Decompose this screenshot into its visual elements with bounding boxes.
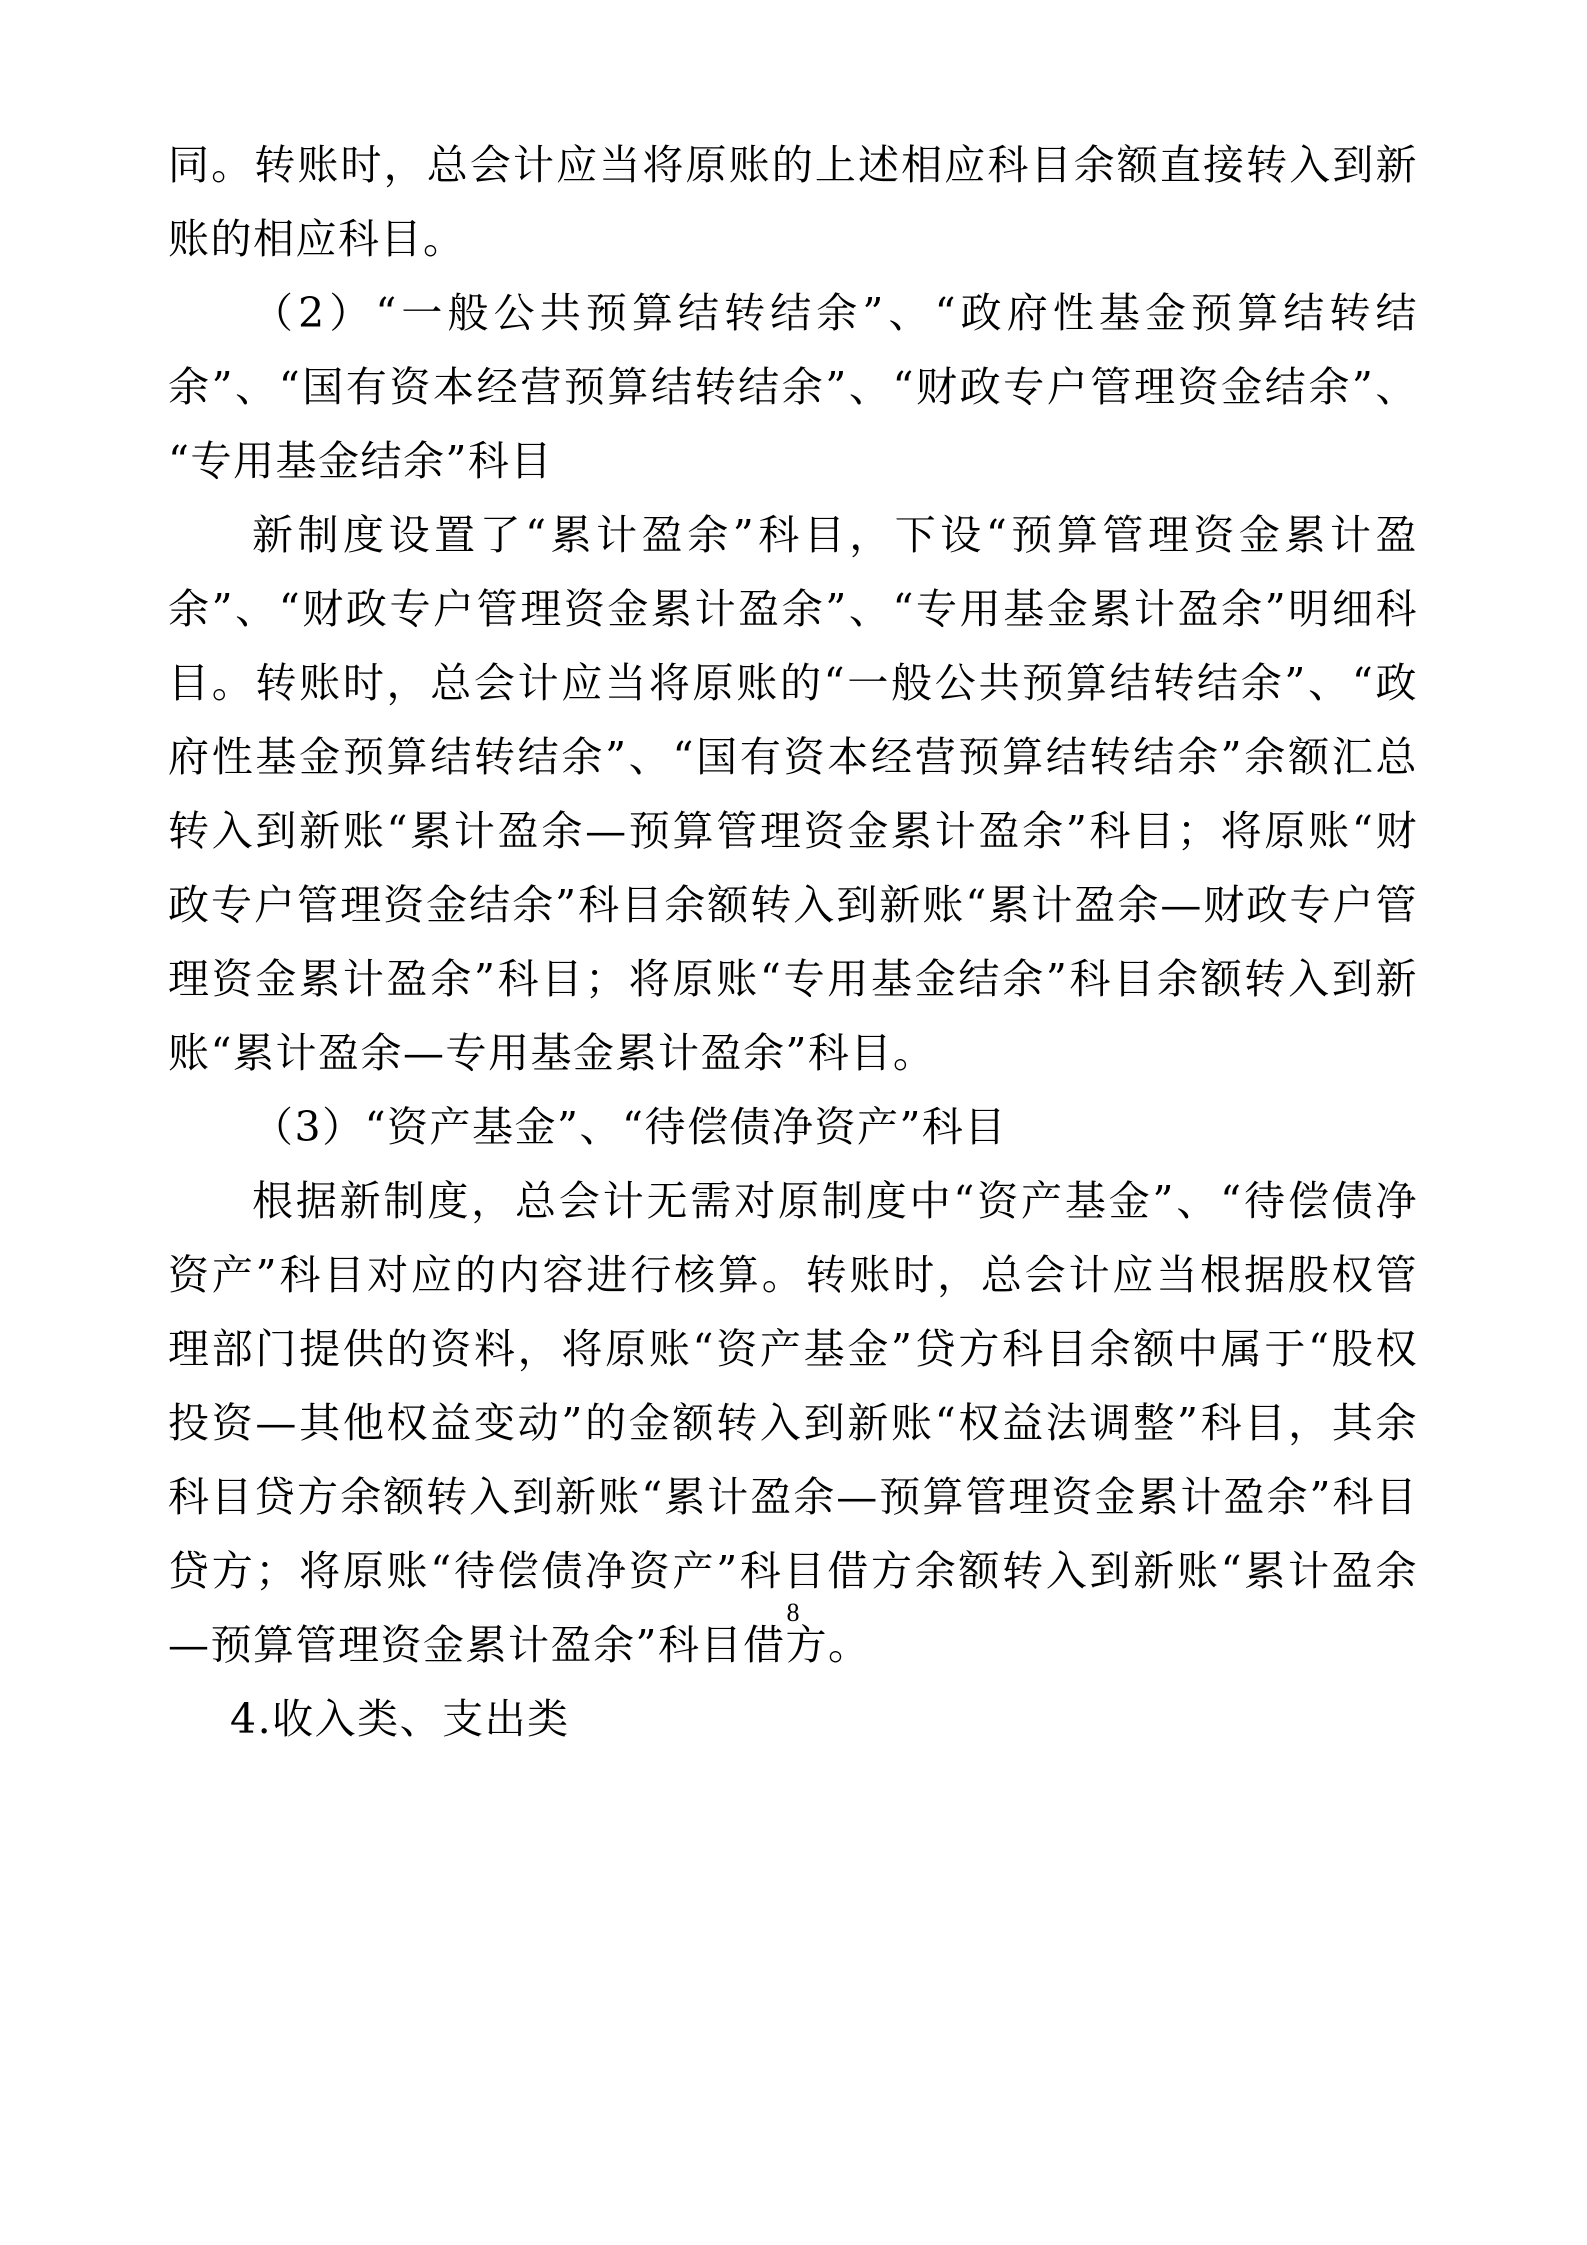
paragraph-item-3: （3）“资产基金”、“待偿债净资产”科目 [252,1103,1007,1151]
section-heading-4: 4.收入类、支出类 [230,1695,570,1743]
paragraph-item-3-body: 根据新制度，总会计无需对原制度中“资产基金”、“待偿债净资产”科目对应的内容进行核算。转账时，总会计应当根据股权管理部门提供的资料，将原账“资产基金”贷方科目余额中属于“股权投资—其他权益变动”的金额转入到新账“权益法调整”科目，其余科目贷方余额转入到新账“累计盈余—预算管理资金累计盈余”科目贷方；将原账“待偿债净资产”科目借方余额转入到新账“累计盈余—预算管理资金累计盈余”科目借方。 [168,1177,1418,1669]
paragraph-item-2-body: 新制度设置了“累计盈余”科目，下设“预算管理资金累计盈余”、“财政专户管理资金累计盈余”、“专用基金累计盈余”明细科目。转账时，总会计应当将原账的“一般公共预算结转结余”、“政府性基金预算结转结余”、“国有资本经营预算结转结余”余额汇总转入到新账“累计盈余—预算管理资金累计盈余”科目；将原账“财政专户管理资金结余”科目余额转入到新账“累计盈余—财政专户管理资金累计盈余”科目；将原账“专用基金结余”科目余额转入到新账“累计盈余—专用基金累计盈余”科目。 [168,511,1418,1077]
page-body [168,128,1418,1756]
paragraph-item-2: （2）“一般公共预算结转结余”、“政府性基金预算结转结余”、“国有资本经营预算结转结余”、“财政专户管理资金结余”、“专用基金结余”科目 [168,289,1418,485]
paragraph-continuation: 同。转账时，总会计应当将原账的上述相应科目余额直接转入到新账的相应科目。 [168,141,1418,263]
page-number: 8 [786,1598,800,1627]
